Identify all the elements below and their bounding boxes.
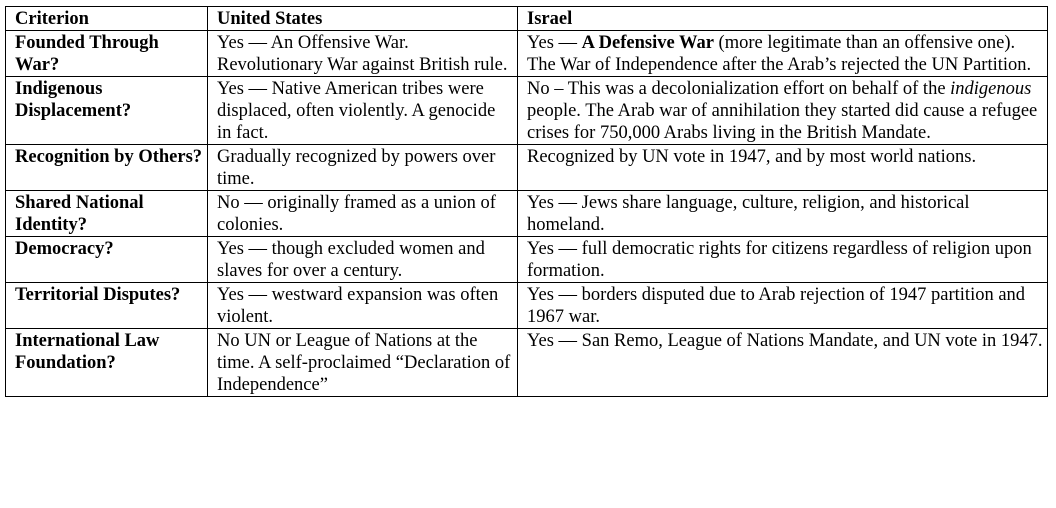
table-row [6,77,1048,145]
row-us-cell: Yes — westward expansion was often violent. [208,283,518,329]
header-united-states: United States [208,7,518,31]
table-row [6,145,1048,191]
row-us-cell: Yes — though excluded women and slaves for over a century. [208,237,518,283]
row-us-cell: No UN or League of Nations at the time. A self-proclaimed “Declaration of Independence” [208,329,518,397]
row-israel-cell: Yes — Jews share language, culture, religion, and historical homeland. [518,191,1048,237]
cell-text: Yes — [527,33,582,53]
row-criterion: Shared National Identity? [6,191,208,237]
header-criterion: Criterion [6,7,208,31]
row-israel-cell: Yes — San Remo, League of Nations Mandate, and UN vote in 1947. [518,329,1048,397]
row-criterion: Territorial Disputes? [6,283,208,329]
table-row [6,31,1048,77]
table-row [6,191,1048,237]
cell-text: (more legitimate than an offensive one). The War of Independence after the Arab’s rejected the UN Partition. [527,33,1032,75]
row-israel-cell: Yes — full democratic rights for citizens regardless of religion upon formation. [518,237,1048,283]
cell-emphasis-bold: A Defensive War [581,33,714,53]
row-israel-cell [518,77,1048,145]
table-row [6,283,1048,329]
row-criterion: Democracy? [6,237,208,283]
comparison-table [5,6,1048,397]
row-criterion: International Law Foundation? [6,329,208,397]
row-criterion: Recognition by Others? [6,145,208,191]
cell-text: people. The Arab war of annihilation they started did cause a refugee crises for 750,000 Arabs living in the British Mandate. [527,101,1038,143]
cell-emphasis-italic: indigenous [950,79,1032,99]
table-row [6,237,1048,283]
row-israel-cell: Yes — borders disputed due to Arab rejection of 1947 partition and 1967 war. [518,283,1048,329]
table-row [6,329,1048,397]
row-criterion: Founded Through War? [6,31,208,77]
row-us-cell: No — originally framed as a union of colonies. [208,191,518,237]
header-israel: Israel [518,7,1048,31]
row-israel-cell: Recognized by UN vote in 1947, and by most world nations. [518,145,1048,191]
row-us-cell: Gradually recognized by powers over time. [208,145,518,191]
table-header-row [6,7,1048,31]
row-us-cell: Yes — An Offensive War. Revolutionary War against British rule. [208,31,518,77]
row-criterion: Indigenous Displacement? [6,77,208,145]
row-israel-cell [518,31,1048,77]
cell-text: No – This was a decolonialization effort on behalf of the [527,79,951,99]
row-us-cell: Yes — Native American tribes were displaced, often violently. A genocide in fact. [208,77,518,145]
